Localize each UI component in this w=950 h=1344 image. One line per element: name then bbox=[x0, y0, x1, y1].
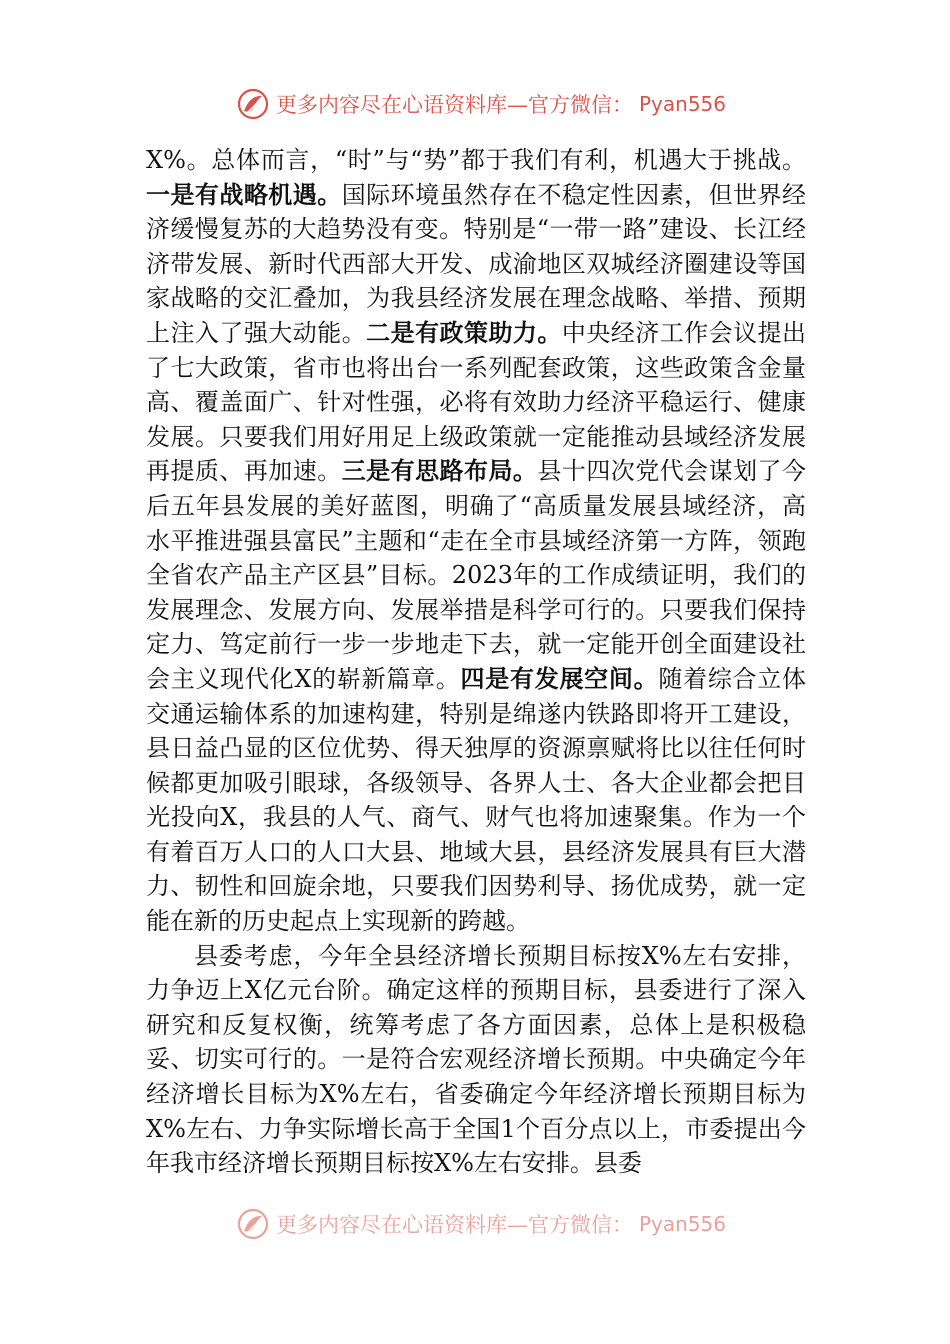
watermark-wechat-id: Pyan556 bbox=[639, 92, 727, 116]
watermark-footer bbox=[236, 1206, 726, 1242]
text-run: 中央经济工作会议提出了七大政策，省市也将出台一系列配套政策，这些政策含金量高、覆盖面广、针对性强，必将有效助力经济平稳运行、健康发展。只要我们用好用足上级政策就一定能推动县域经济发展再提质、再加速。 bbox=[146, 318, 807, 486]
text-run: 国际环境虽然存在不稳定性因素，但世界经济缓慢复苏的大趋势没有变。特别是“一带一路”建设、长江经济带发展、新时代西部大开发、成渝地区双城经济圈建设等国家战略的交汇叠加，为我县经济发展在理念战略、举措、预期上注入了强大动能。 bbox=[146, 180, 807, 347]
watermark-logo-icon bbox=[236, 1207, 270, 1241]
text-run: 县十四次党代会谋划了今后五年县发展的美好蓝图，明确了“高质量发展县域经济，高水平推进强县富民”主题和“走在全市县域经济第一方阵，领跑全省农产品主产区县”目标。2023年的工作成绩证明，我们的发展理念、发展方向、发展举措是科学可行的。只要我们保持定力、笃定前行一步一步地走下去，就一定能开创全面建设社会主义现代化X的崭新篇章。 bbox=[146, 457, 807, 693]
text-run: 县委考虑，今年全县经济增长预期目标按X%左右安排，力争迈上X亿元台阶。确定这样的预期目标，县委进行了深入研究和反复权衡，统筹考虑了各方面因素，总体上是积极稳妥、切实可行的。一是符合宏观经济增长预期。中央确定今年经济增长目标为X%左右，省委确定今年经济增长预期目标为X%左右、力争实际增长高于全国1个百分点以上，市委提出今年我市经济增长预期目标按X%左右安排。县委 bbox=[146, 941, 806, 1178]
watermark-text: 更多内容尽在心语资料库—官方微信： bbox=[276, 1213, 633, 1237]
text-run: X%。总体而言，“时”与“势”都于我们有利，机遇大于挑战。 bbox=[146, 146, 806, 174]
document-body bbox=[146, 143, 806, 1181]
bold-heading-run: 一是有战略机遇。 bbox=[146, 179, 342, 209]
paragraph bbox=[146, 143, 806, 939]
bold-heading-run: 二是有政策助力。 bbox=[366, 317, 562, 347]
watermark-header bbox=[236, 86, 726, 122]
bold-heading-run: 三是有思路布局。 bbox=[341, 456, 538, 486]
watermark-logo-icon bbox=[236, 87, 270, 121]
text-run: 随着综合立体交通运输体系的加速构建，特别是绵遂内铁路即将开工建设，县日益凸显的区位优势、得天独厚的资源禀赋将比以往任何时候都更加吸引眼球，各级领导、各界人士、各大企业都会把目光投向X，我县的人气、商气、财气也将加速聚集。作为一个有着百万人口的人口大县、地域大县，县经济发展具有巨大潜力、韧性和回旋余地，只要我们因势利导、扬优成势，就一定能在新的历史起点上实现新的跨越。 bbox=[146, 664, 807, 936]
watermark-text: 更多内容尽在心语资料库—官方微信： bbox=[276, 93, 633, 117]
bold-heading-run: 四是有发展空间。 bbox=[460, 663, 659, 693]
paragraph bbox=[146, 939, 806, 1181]
watermark-wechat-id: Pyan556 bbox=[639, 1212, 727, 1236]
